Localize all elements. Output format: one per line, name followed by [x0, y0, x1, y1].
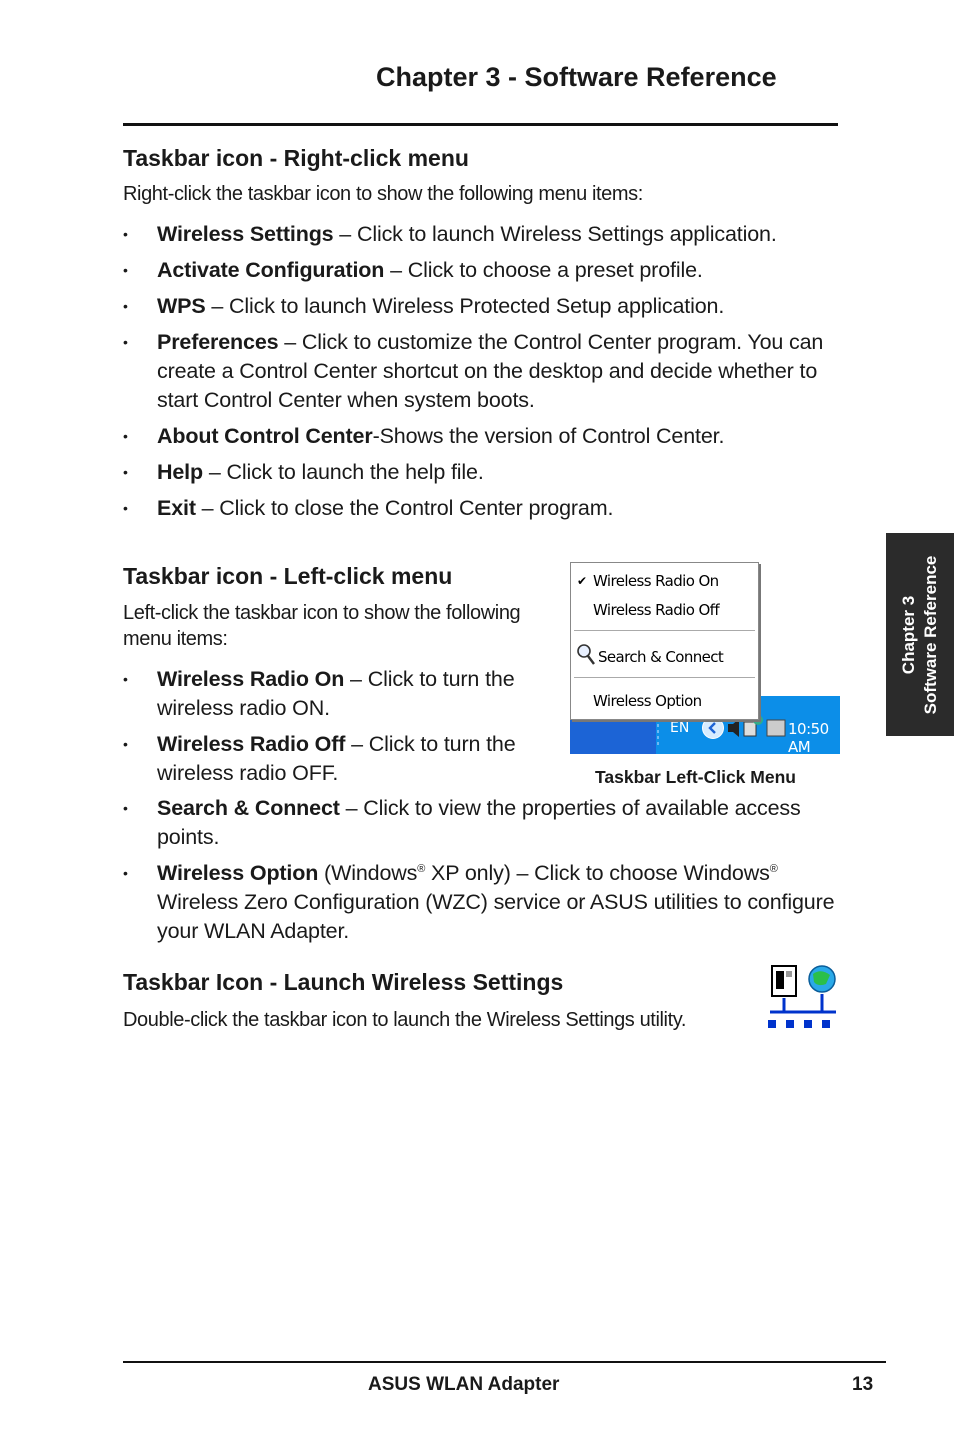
clock: 10:50 AM: [788, 720, 829, 756]
list-item: • Exit – Click to close the Control Center program.: [123, 494, 843, 523]
checkmark-icon: ✔: [577, 574, 587, 588]
menu-item-wireless-radio-on[interactable]: Wireless Radio On: [593, 572, 719, 590]
list-item: • Wireless Option (Windows® XP only) – Click to choose Windows® Wireless Zero Configuration (WZC) service or ASUS utilities to configure your WLAN Adapter.: [123, 859, 843, 946]
list-item: • About Control Center-Shows the version of Control Center.: [123, 422, 843, 451]
menu-item-wireless-radio-off[interactable]: Wireless Radio Off: [593, 601, 720, 619]
right-click-list: [123, 220, 843, 523]
list-item: • Search & Connect – Click to view the properties of available access points.: [123, 794, 843, 852]
list-item: • Activate Configuration – Click to choose a preset profile.: [123, 256, 843, 285]
menu-item-wireless-option[interactable]: Wireless Option: [593, 692, 702, 710]
launch-text: Double-click the taskbar icon to launch the Wireless Settings utility.: [123, 1009, 687, 1031]
screenshot-caption: Taskbar Left-Click Menu: [595, 767, 796, 787]
heading-right-click-menu: Taskbar icon - Right-click menu: [123, 145, 469, 171]
left-click-list-wide: [123, 794, 843, 946]
right-click-intro: Right-click the taskbar icon to show the following menu items:: [123, 183, 643, 205]
magnifier-icon: [576, 643, 596, 672]
taskbar-menu-screenshot: [570, 562, 840, 754]
left-click-popup-menu: [570, 562, 759, 720]
tray-expand-icon[interactable]: [702, 717, 724, 739]
list-item: • Preferences – Click to customize the Control Center program. You can create a Control Center shortcut on the desktop and decide whether to start Control Center when system boots.: [123, 328, 843, 415]
left-click-list-narrow: [123, 665, 543, 788]
chapter-side-tab: [886, 533, 954, 736]
footer-title: ASUS WLAN Adapter: [368, 1374, 560, 1395]
list-item: • Wireless Radio Off – Click to turn the wireless radio OFF.: [123, 730, 543, 788]
side-tab-line2: Software Reference: [921, 555, 940, 715]
menu-separator: [574, 677, 755, 681]
top-rule: [123, 123, 838, 126]
left-click-intro: Left-click the taskbar icon to show the following menu items:: [123, 602, 521, 650]
list-item: • Wireless Radio On – Click to turn the wireless radio ON.: [123, 665, 543, 723]
menu-item-search-connect[interactable]: Search & Connect: [598, 648, 724, 666]
list-item: • Wireless Settings – Click to launch Wireless Settings application.: [123, 220, 843, 249]
chapter-title: Chapter 3 - Software Reference: [376, 62, 777, 92]
page-number: 13: [852, 1374, 874, 1395]
list-item: • Help – Click to launch the help file.: [123, 458, 843, 487]
wireless-settings-tray-icon: [766, 962, 840, 1037]
side-tab-line1: Chapter 3: [899, 595, 918, 675]
heading-launch-wireless-settings: Taskbar Icon - Launch Wireless Settings: [123, 969, 564, 995]
language-indicator: EN: [670, 720, 690, 736]
menu-separator: [574, 630, 755, 634]
heading-left-click-menu: Taskbar icon - Left-click menu: [123, 563, 453, 589]
bottom-rule: [123, 1361, 886, 1363]
list-item: • WPS – Click to launch Wireless Protected Setup application.: [123, 292, 843, 321]
